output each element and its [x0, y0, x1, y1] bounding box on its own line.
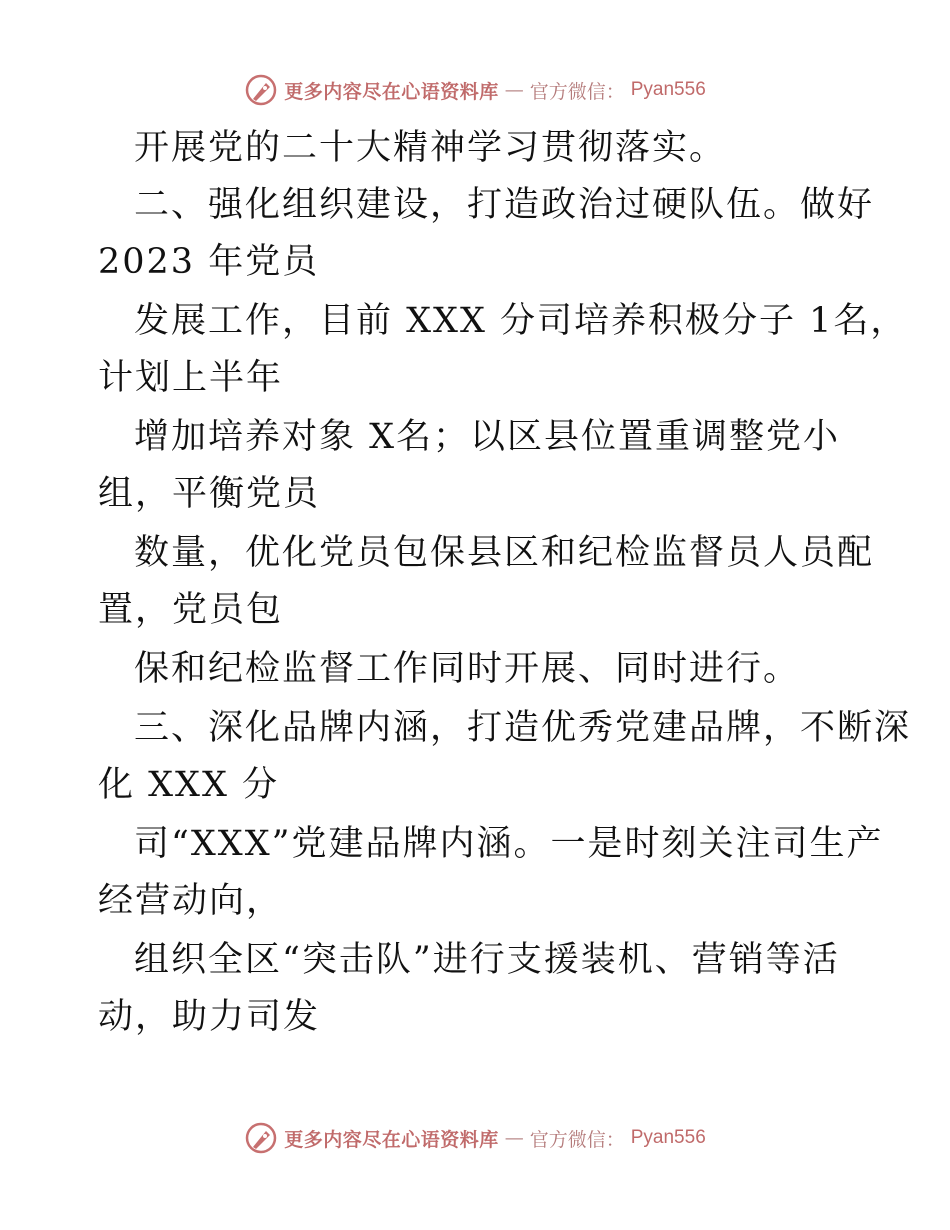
text-line: 化 XXX 分 [98, 765, 280, 805]
watermark-separator: — [504, 1127, 524, 1149]
text-line: 司“XXX”党建品牌内涵。一是时刻关注司生产 [134, 824, 884, 864]
pen-nib-logo-icon [244, 1121, 278, 1155]
text-line: 组，平衡党员 [98, 474, 321, 514]
watermark-main-text: 更多内容尽在心语资料库 [284, 80, 499, 103]
watermark-wechat-id: Pyan556 [630, 79, 706, 100]
text-line: 组织全区“突击队”进行支援装机、营销等活 [134, 940, 840, 980]
text-line: 经营动向， [98, 881, 284, 921]
watermark-wechat-id: Pyan556 [630, 1127, 706, 1148]
pen-nib-logo-icon [244, 73, 278, 107]
text-line: 保和纪检监督工作同时开展、同时进行。 [134, 649, 801, 689]
text-line: 数量，优化党员包保县区和纪检监督员人员配 [134, 533, 875, 573]
text-line: 2023 年党员 [98, 242, 320, 282]
watermark-separator: — [504, 79, 524, 101]
footer-watermark [0, 1118, 950, 1158]
text-line: 置，党员包 [98, 590, 284, 630]
text-line: 增加培养对象 X名；以区县位置重调整党小 [134, 417, 841, 457]
watermark-wechat-label: 官方微信： [529, 1128, 625, 1151]
watermark-main-text: 更多内容尽在心语资料库 [284, 1128, 499, 1151]
text-line: 三、深化品牌内涵，打造优秀党建品牌，不断深 [134, 708, 912, 748]
text-line: 开展党的二十大精神学习贯彻落实。 [134, 128, 727, 168]
text-line: 发展工作，目前 XXX 分司培养积极分子 1名， [134, 301, 908, 341]
text-line: 计划上半年 [98, 358, 284, 398]
header-watermark [0, 70, 950, 110]
text-line: 二、强化组织建设，打造政治过硬队伍。做好 [134, 185, 875, 225]
text-line: 动，助力司发 [98, 997, 321, 1037]
watermark-wechat-label: 官方微信： [529, 80, 625, 103]
